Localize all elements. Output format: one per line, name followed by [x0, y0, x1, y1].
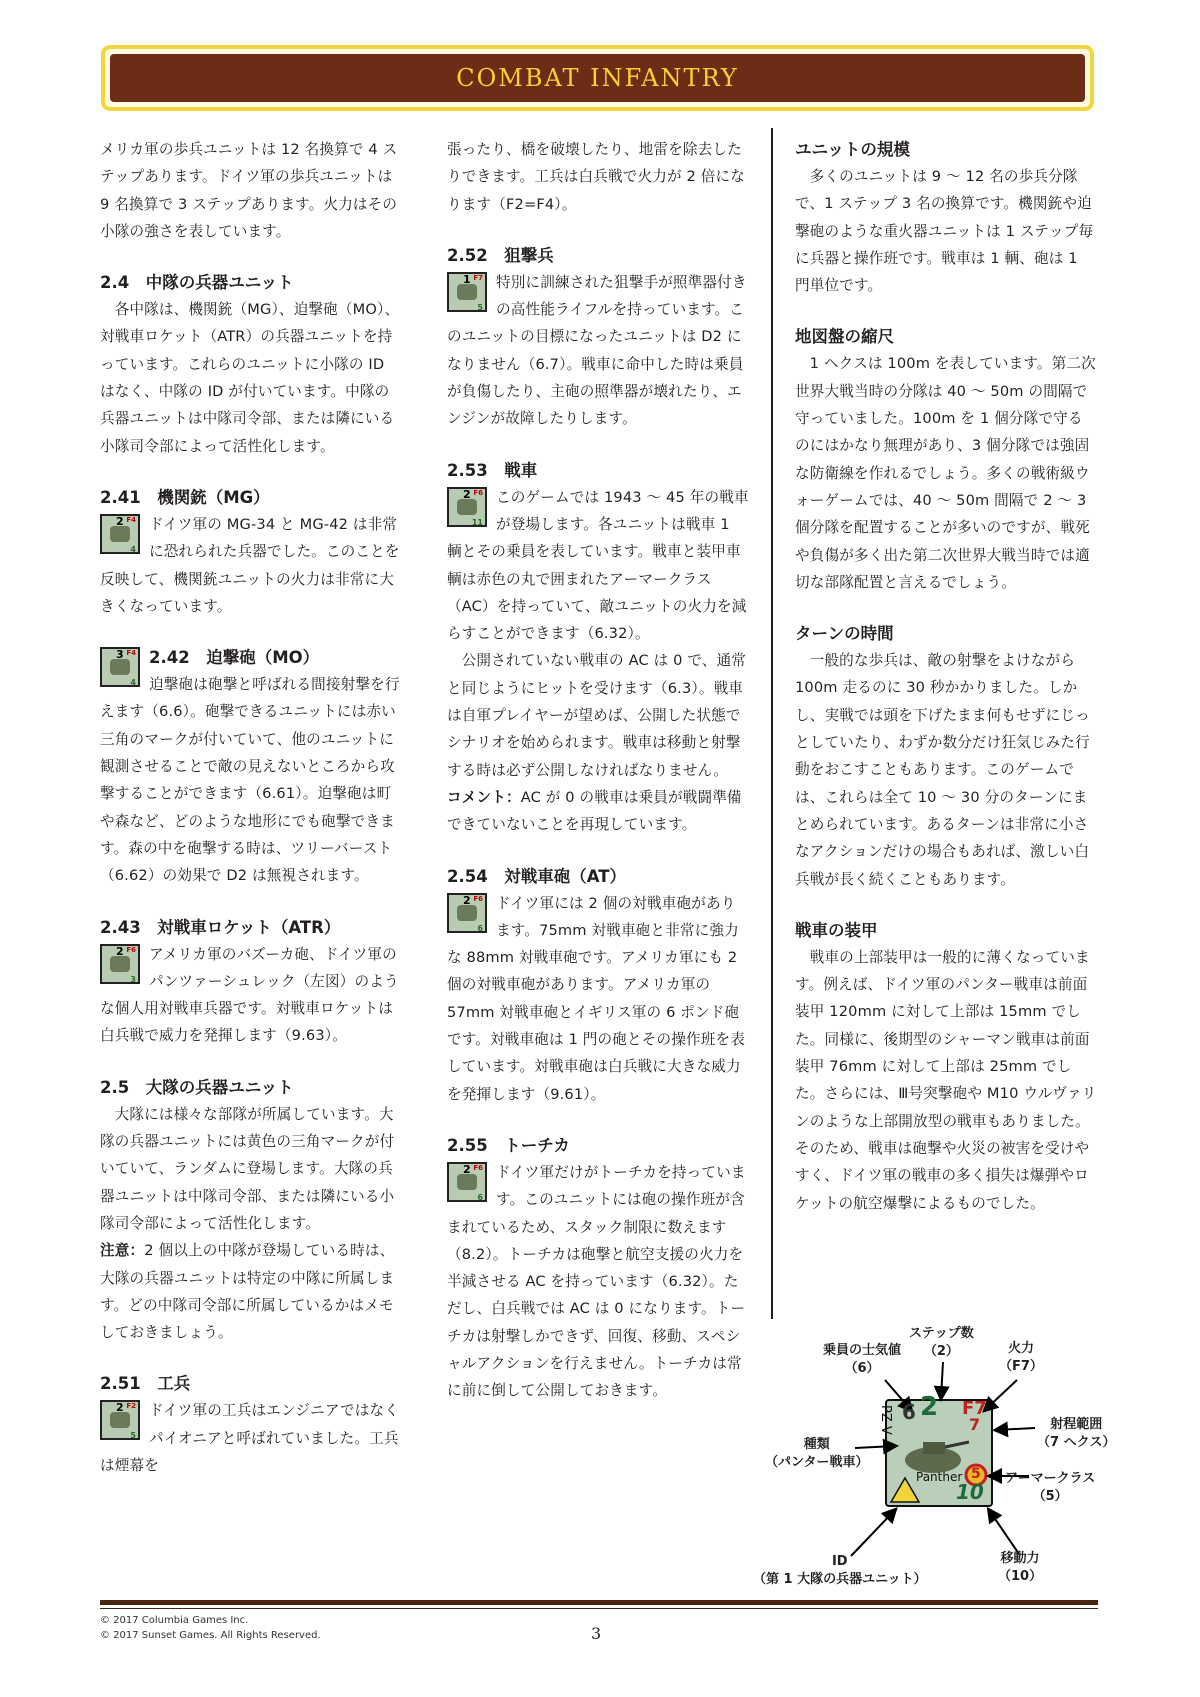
counter-image	[110, 526, 130, 542]
label-ac	[1005, 1470, 1095, 1506]
label-range-value: （7 ヘクス）	[1037, 1435, 1116, 1450]
section-heading: ターンの時間	[795, 624, 894, 644]
counter-diagram	[753, 1320, 1116, 1590]
page-title: COMBAT INFANTRY	[456, 64, 739, 92]
column-divider	[771, 128, 773, 1319]
column-3	[795, 136, 1097, 1217]
label-id-value: （第 1 大隊の兵器ユニット）	[753, 1572, 927, 1587]
mg-counter	[100, 514, 140, 554]
counter-image	[457, 1174, 477, 1190]
section-heading: 2.52 狙撃兵	[447, 245, 554, 265]
arrow-id	[851, 1510, 895, 1556]
section-heading: 2.4 中隊の兵器ユニット	[100, 273, 294, 293]
counter-move: 5	[477, 302, 483, 312]
counter-move: 5	[130, 1431, 136, 1441]
note-label: 注意：	[100, 1242, 145, 1260]
comment-label: コメント：	[447, 788, 521, 806]
engineer-counter	[100, 1400, 140, 1440]
mo-counter	[100, 647, 140, 687]
footer-rule-thin	[100, 1608, 1098, 1609]
counter-move: 4	[130, 678, 136, 688]
label-move-text: 移動力	[1000, 1551, 1040, 1566]
counter-range: 7	[969, 1415, 981, 1434]
counter-fire: F6	[473, 488, 483, 497]
section-heading: 2.41 機関銃（MG）	[100, 487, 270, 507]
label-move-value: （10）	[998, 1569, 1043, 1584]
paragraph: 多くのユニットは 9 〜 12 名の歩兵分隊で、1 ステップ 3 名の換算です。機関銃や迫撃砲のような重火器ユニットは 1 ステップ毎に兵器と操作班です。戦車は 1 輌、砲は 1 門単位です。	[795, 168, 1094, 295]
column-1	[100, 136, 401, 1479]
arrow-range	[996, 1428, 1035, 1430]
counter-name: PZ V	[878, 1405, 893, 1435]
paragraph: メリカ軍の歩兵ユニットは 12 名換算で 4 ステップあります。ドイツ軍の歩兵ユニットは 9 名換算で 3 ステップあります。火力はその小隊の強さを表しています。	[100, 141, 398, 240]
counter-move: 6	[477, 923, 483, 933]
paragraph: ドイツ軍の MG-34 と MG-42 は非常に恐れられた兵器でした。このことを反映して、機関銃ユニットの火力は非常に大きくなっています。	[100, 515, 400, 615]
label-id	[753, 1553, 927, 1589]
paragraph: 大隊には様々な部隊が所属しています。大隊の兵器ユニットには黄色の三角マークが付いていて、ランダムに登場します。大隊の兵器ユニットは中隊司令部、または隣にいる小隊司令部によって活性化します。	[100, 1105, 395, 1232]
paragraph: ドイツ軍だけがトーチカを持っています。このユニットには砲の操作班が含まれているため、スタック制限に数えます（8.2）。トーチカは砲撃と航空支援の火力を半減させる AC を持っています（6.32）。ただし、白兵戦では AC は 0 になります。トーチカは射撃しかできず、回復、移動、スペシャルアクションを行えません。トーチカは常に前に倒して公開しておきます。	[447, 1163, 746, 1400]
counter-morale: 6	[902, 1400, 916, 1424]
label-type-value: （パンター戦車）	[765, 1455, 869, 1470]
counter-ac: 5	[971, 1466, 981, 1482]
counter-move: 4	[130, 544, 136, 554]
sniper-counter	[447, 272, 487, 312]
label-ac-text: アーマークラス	[1005, 1471, 1096, 1486]
counter-image	[457, 905, 477, 921]
label-steps	[909, 1325, 974, 1361]
counter-ac: 6	[477, 1192, 483, 1202]
label-id-text: ID	[831, 1554, 848, 1569]
counter-fire: F2	[126, 1402, 136, 1411]
paragraph: 一般的な歩兵は、敵の射撃をよけながら 100m 走るのに 30 秒かかりました。しかし、実戦では頭を下げたまま何もせずにじっとしていたり、わずか数分だけ狂気じみた行動をおこすこともあります。このゲームでは、これらは全て 10 〜 30 分のターンにまとめられています。あるターンは非常に小さなアクションだけの場合もあれば、激しい白兵戦が長く続くこともあります。	[795, 652, 1090, 888]
copyright-line-2: © 2017 Sunset Games. All Rights Reserved.	[100, 1630, 321, 1641]
label-move	[998, 1550, 1042, 1586]
paragraph: ドイツ軍の工兵はエンジニアではなくパイオニアと呼ばれていました。工兵は煙幕を	[100, 1402, 399, 1474]
comment-paragraph	[447, 784, 749, 839]
arrow-move	[989, 1510, 1019, 1554]
counter-fire: F6	[473, 894, 483, 903]
comment-text: AC が 0 の戦車は乗員が戦闘準備できていないことを再現しています。	[447, 788, 742, 834]
paragraph: 張ったり、橋を破壊したり、地雷を除去したりできます。工兵は白兵戦で火力が 2 倍になります（F2=F4）。	[447, 141, 745, 213]
counter-fire: F6	[126, 945, 136, 954]
paragraph: 特別に訓練された狙撃手が照準器付きの高性能ライフルを持っています。このユニットの目標になったユニットは D2 になりません（6.7）。戦車に命中した時は乗員が負傷したり、主砲の照準器が壊れたり、エンジンが故障したりします。	[447, 273, 747, 428]
counter-image	[457, 499, 477, 515]
paragraph: 戦車の上部装甲は一般的に薄くなっています。例えば、ドイツ軍のパンター戦車は前面装甲 120mm に対して上部は 15mm でした。同様に、後期型のシャーマン戦車は前面装甲 76mm に対して上部は 25mm でした。さらには、Ⅲ号突撃砲や M10 ウルヴァリンのような上部開放型の戦車もありました。そのため、戦車は砲撃や火災の被害を受けやすく、ドイツ軍の戦車の多く損失は爆弾やロケットの航空爆撃によるものでした。	[795, 948, 1097, 1212]
counter-fire: F4	[126, 649, 136, 658]
section-heading: 2.5 大隊の兵器ユニット	[100, 1077, 294, 1097]
paragraph: アメリカ軍のバズーカ砲、ドイツ軍のパンツァーシュレック（左図）のような個人用対戦車兵器です。対戦車ロケットは白兵戦で威力を発揮します（9.63）。	[100, 945, 399, 1045]
counter-steps: 1	[463, 272, 471, 286]
label-range	[1037, 1416, 1115, 1452]
label-fire	[999, 1340, 1043, 1376]
counter-steps: 2	[116, 514, 124, 528]
paragraph: 公開されていない戦車の AC は 0 で、通常と同じようにヒットを受けます（6.3）。戦車は自軍プレイヤーが望めば、公開した状態でシナリオを始められます。戦車は移動と射撃する時は必ず公開しなければなりません。	[447, 652, 747, 779]
counter-move: 11	[471, 517, 483, 527]
header-banner	[101, 45, 1094, 111]
copyright-line-1: © 2017 Columbia Games Inc.	[100, 1615, 249, 1626]
section-heading: 2.51 工兵	[100, 1374, 191, 1394]
counter-fire: F7	[962, 1398, 987, 1419]
counter-move: 10	[956, 1480, 984, 1504]
at-counter	[447, 893, 487, 933]
section-heading: 2.55 トーチカ	[447, 1135, 570, 1155]
counter-steps: 2	[463, 893, 471, 907]
label-steps-text: ステップ数	[909, 1326, 974, 1341]
counter-steps: 3	[116, 648, 124, 662]
arrow-steps	[941, 1362, 943, 1398]
label-type	[765, 1436, 868, 1472]
footer-rule	[100, 1600, 1098, 1605]
tank-counter	[447, 487, 487, 527]
counter-image	[457, 284, 477, 300]
counter-steps: 2	[463, 1162, 471, 1176]
label-morale	[823, 1342, 901, 1378]
paragraph: ドイツ軍には 2 個の対戦車砲があります。75mm 対戦車砲と非常に強力な 88mm 対戦車砲です。アメリカ軍にも 2 個の対戦車砲があります。アメリカ軍の 57mm 対戦車砲とイギリス軍の 6 ポンド砲です。対戦車砲は 1 門の砲とその操作班を表しています。対戦車砲は白兵戦に大きな威力を発揮します（9.61）。	[447, 894, 745, 1103]
counter-steps: 2	[920, 1392, 939, 1422]
counter-steps: 2	[116, 1401, 124, 1415]
label-fire-value: （F7）	[999, 1359, 1043, 1374]
counter-image	[110, 659, 130, 675]
section-heading: 2.54 対戦車砲（AT）	[447, 866, 626, 886]
label-range-text: 射程範囲	[1050, 1417, 1103, 1432]
note-text: 2 個以上の中隊が登場している時は、大隊の兵器ユニットは特定の中隊に所属します。どの中隊司令部に所属しているかはメモしておきましょう。	[100, 1242, 395, 1342]
atr-counter	[100, 944, 140, 984]
column-2	[447, 136, 749, 1405]
paragraph: 各中隊は、機関銃（MG）、迫撃砲（MO）、対戦車ロケット（ATR）の兵器ユニットを持っています。これらのユニットに小隊の ID はなく、中隊の ID が付いています。中隊の兵器ユニットは中隊司令部、または隣にいる小隊司令部によって活性化します。	[100, 301, 400, 455]
counter-fire: F6	[473, 1163, 483, 1172]
label-morale-value: （6）	[844, 1361, 880, 1376]
paragraph: 1 ヘクスは 100m を表しています。第二次世界大戦当時の分隊は 40 〜 50m の間隔で守っていました。100m を 1 個分隊で守るのにはかなり無理があり、3 個分隊では強固な防衛線を作れるでしょう。多くの戦術級ウォーゲームでは、40 〜 50m 間隔で 2 〜 3 個分隊を配置することが多いのですが、戦死や負傷が多く出た第二次世界大戦当時では適切な部隊配置と言えるでしょう。	[795, 355, 1096, 591]
section-heading: 地図盤の縮尺	[795, 327, 894, 347]
section-heading: ユニットの規模	[795, 140, 910, 159]
paragraph: このゲームでは 1943 〜 45 年の戦車が登場します。各ユニットは戦車 1 輌とその乗員を表しています。戦車と装甲車輌は赤色の丸で囲まれたアーマークラス（AC）を持っていて、敵ユニットの火力を減らすことができます（6.32）。	[447, 488, 749, 643]
label-fire-text: 火力	[1007, 1341, 1034, 1356]
counter-image	[110, 956, 130, 972]
counter-fire: F7	[473, 273, 483, 282]
section-heading: 2.43 対戦車ロケット（ATR）	[100, 917, 341, 937]
paragraph: 迫撃砲は砲撃と呼ばれる間接射撃を行えます（6.6）。砲撃できるユニットには赤い三角のマークが付いていて、他のユニットに観測させることで敵の見えないところから攻撃することができます（6.61）。迫撃砲は町や森など、どのような地形にでも砲撃できます。森の中を砲撃する時は、ツリーバースト（6.62）の効果で D2 は無視されます。	[100, 676, 400, 885]
section-heading: 2.53 戦車	[447, 460, 538, 480]
counter-fire: F4	[126, 515, 136, 524]
counter-image	[110, 1412, 130, 1428]
counter-label: Panther	[916, 1470, 963, 1484]
panther-turret	[923, 1442, 945, 1454]
note-paragraph	[100, 1237, 401, 1346]
label-type-text: 種類	[803, 1437, 830, 1452]
counter-steps: 2	[463, 487, 471, 501]
bunker-counter	[447, 1162, 487, 1202]
counter-move: 3	[130, 974, 136, 984]
label-steps-value: （2）	[923, 1344, 959, 1359]
label-morale-text: 乗員の士気値	[823, 1343, 902, 1358]
banner-inner	[110, 54, 1085, 102]
arrow-fire	[985, 1380, 1017, 1410]
page-number: 3	[591, 1624, 602, 1643]
counter-steps: 2	[116, 944, 124, 958]
label-ac-value: （5）	[1032, 1489, 1068, 1504]
section-heading: 戦車の装甲	[795, 920, 878, 940]
section-heading: 2.42 迫撃砲（MO）	[149, 648, 320, 668]
